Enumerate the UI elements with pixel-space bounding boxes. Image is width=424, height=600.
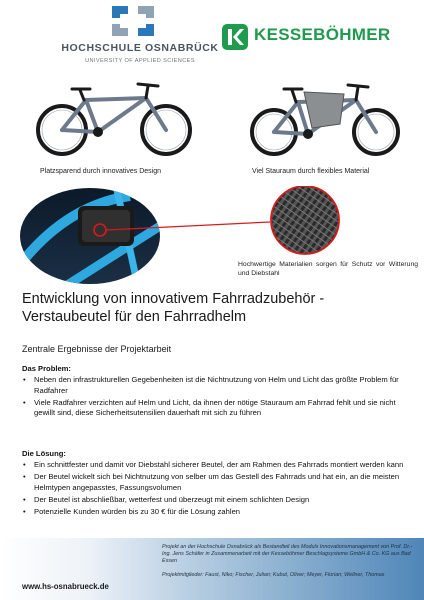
- bullet-icon: •: [23, 375, 26, 384]
- material-caption: Hochwertige Materialien sorgen für Schutz vor Witterung und Diebstahl: [238, 261, 418, 278]
- footer-members: Projektmitglieder: Faust, Niko; Fischer, Julian; Kubut, Oliver; Meyer, Florian; Wellner, Thomas: [162, 572, 385, 578]
- list-item: • Der Beutel wickelt sich bei Nichtnutzung von selber um das Gestell des Fahrrads und hat ein, an die meisten Helmtypen angepasstes, Fassungsvolumen: [23, 472, 400, 492]
- problem-list: [22, 375, 406, 420]
- bullet-icon: •: [23, 397, 26, 407]
- page-title-line-1: Entwicklung von innovativem Fahrradzubehör -: [22, 291, 325, 307]
- page-title-line-2: Verstaubeutel für den Fahrradhelm: [22, 309, 247, 325]
- problem-heading: Das Problem:: [22, 364, 71, 373]
- bullet-icon: •: [23, 472, 26, 481]
- university-logo-mark-icon: [110, 4, 156, 38]
- bike-image-compact: [24, 78, 204, 158]
- university-logo: [58, 4, 222, 74]
- bike-image-with-bag: [240, 78, 410, 158]
- list-item: • Neben den infrastrukturellen Gegebenheiten ist die Nichtnutzung von Helm und Licht das größte Problem für Radfahrer: [23, 375, 399, 395]
- bike-caption-storage: Viel Stauraum durch flexibles Material: [252, 168, 370, 175]
- university-subtitle: UNIVERSITY OF APPLIED SCIENCES: [85, 58, 195, 64]
- university-name: HOCHSCHULE OSNABRÜCK: [61, 42, 219, 54]
- bullet-icon: •: [23, 494, 26, 504]
- solution-heading: Die Lösung:: [22, 449, 66, 458]
- bullet-icon: •: [23, 460, 26, 469]
- list-item: • Ein schnittfester und damit vor Diebstahl sicherer Beutel, der am Rahmen des Fahrrads montiert werden kann: [23, 460, 404, 469]
- list-item: • Potenzielle Kunden würden bis zu 30 € für die Lösung zahlen: [23, 506, 241, 516]
- list-item: • Viele Radfahrer verzichten auf Helm und Licht, da ihnen der nötige Stauraum am Fahrrad fehlt und sie nicht gewillt sind, diese Sicherheitsutensilien dauerhaft mit sich zu führen: [23, 397, 396, 417]
- section-heading: Zentrale Ergebnisse der Projektarbeit: [22, 344, 172, 354]
- partner-logo-mark-icon: [222, 24, 248, 50]
- footer-project-text: Projekt an der Hochschule Osnabrück als Bestandteil des Moduls Innovationsmanagement von Prof. Dr.-Ing. Jens Schäfer in Zusammenarbeit mit der Kesseböhmer Beschlagsysteme GmbH & Co. KG aus Bad Essen: [162, 544, 413, 564]
- partner-name: KESSEBÖHMER: [254, 25, 391, 44]
- bullet-icon: •: [23, 506, 26, 516]
- website-link[interactable]: www.hs-osnabrueck.de: [22, 582, 109, 591]
- partner-logo: [222, 22, 392, 52]
- solution-list: [22, 460, 406, 519]
- bike-caption-compact: Platzsparend durch innovatives Design: [40, 168, 162, 175]
- page-title: [22, 290, 412, 326]
- list-item: • Der Beutel ist abschließbar, wetterfest und überzeugt mit einem schlichten Design: [23, 494, 310, 504]
